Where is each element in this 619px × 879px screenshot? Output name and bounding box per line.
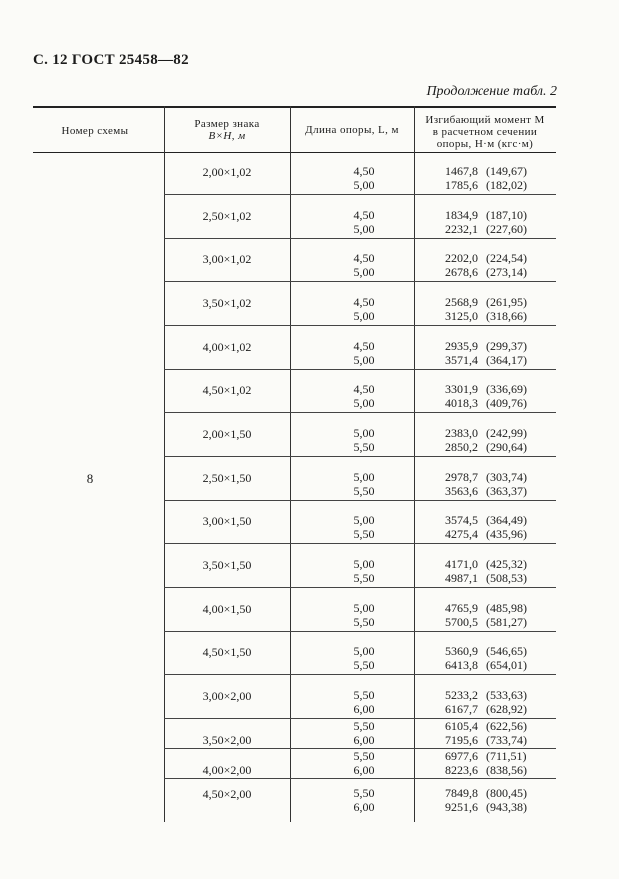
moment-si-value: 4275,4 [445, 527, 478, 541]
moment-cell [414, 208, 556, 236]
moment-line [414, 265, 556, 279]
length-value: 4,50 [353, 251, 375, 265]
size-cell: 3,00×1,02 [202, 252, 252, 266]
moment-kgf-value: (227,60) [486, 222, 527, 236]
moment-line [414, 382, 556, 396]
length-value: 5,50 [353, 786, 375, 800]
length-value: 5,50 [353, 749, 375, 763]
moment-si-value: 4171,0 [445, 557, 478, 571]
moment-line [414, 688, 556, 702]
moment-cell [414, 513, 556, 541]
length-cell [290, 513, 414, 541]
moment-si-value: 6105,4 [445, 719, 478, 733]
moment-kgf-value: (273,14) [486, 265, 527, 279]
length-cell [290, 786, 414, 814]
row-separator [164, 412, 556, 413]
length-value: 5,00 [353, 644, 375, 658]
size-cell: 3,00×2,00 [202, 689, 252, 703]
moment-cell [414, 382, 556, 410]
size-cell: 2,00×1,02 [202, 165, 252, 179]
moment-si-value: 2568,9 [445, 295, 478, 309]
length-value: 6,00 [353, 763, 375, 777]
column-header-moment-line3: опоры, Н·м (кгс·м) [436, 138, 534, 150]
moment-line [414, 396, 556, 410]
length-value: 5,50 [353, 658, 375, 672]
moment-si-value: 9251,6 [445, 800, 478, 814]
row-separator [164, 325, 556, 326]
length-cell [290, 719, 414, 747]
length-value: 5,50 [353, 615, 375, 629]
moment-si-value: 3301,9 [445, 382, 478, 396]
length-cell [290, 295, 414, 323]
moment-si-value: 6977,6 [445, 749, 478, 763]
size-cell: 4,00×2,00 [202, 763, 252, 777]
moment-line [414, 470, 556, 484]
length-value: 4,50 [353, 164, 375, 178]
moment-si-value: 7849,8 [445, 786, 478, 800]
length-cell [290, 164, 414, 192]
length-value: 5,00 [353, 513, 375, 527]
moment-kgf-value: (508,53) [486, 571, 527, 585]
moment-kgf-value: (838,56) [486, 763, 527, 777]
moment-kgf-value: (622,56) [486, 719, 527, 733]
length-cell [290, 208, 414, 236]
length-value: 6,00 [353, 733, 375, 747]
moment-si-value: 4018,3 [445, 396, 478, 410]
moment-line [414, 339, 556, 353]
moment-si-value: 5360,9 [445, 644, 478, 658]
moment-kgf-value: (435,96) [486, 527, 527, 541]
length-cell [290, 470, 414, 498]
length-value: 5,00 [353, 309, 375, 323]
moment-si-value: 5233,2 [445, 688, 478, 702]
row-separator [164, 778, 556, 779]
moment-si-value: 7195,6 [445, 733, 478, 747]
length-value: 5,50 [353, 688, 375, 702]
moment-si-value: 2678,6 [445, 265, 478, 279]
moment-kgf-value: (711,51) [486, 749, 527, 763]
scheme-number: 8 [86, 471, 94, 486]
column-header-size [164, 118, 290, 142]
table-continuation-label: Продолжение табл. 2 [426, 84, 557, 99]
moment-cell [414, 749, 556, 777]
size-cell: 4,50×1,02 [202, 383, 252, 397]
row-separator [164, 238, 556, 239]
length-value: 5,00 [353, 222, 375, 236]
moment-kgf-value: (261,95) [486, 295, 527, 309]
moment-line [414, 440, 556, 454]
column-header-length: Длина опоры, L, м [305, 124, 399, 136]
length-value: 5,00 [353, 353, 375, 367]
length-cell [290, 426, 414, 454]
moment-kgf-value: (800,45) [486, 786, 527, 800]
length-cell [290, 601, 414, 629]
moment-line [414, 658, 556, 672]
moment-si-value: 3571,4 [445, 353, 478, 367]
moment-si-value: 2202,0 [445, 251, 478, 265]
moment-cell [414, 688, 556, 716]
length-cell [290, 688, 414, 716]
column-header-moment-line2: в расчетном сечении [432, 126, 538, 138]
size-cell: 2,50×1,50 [202, 471, 252, 485]
moment-si-value: 5700,5 [445, 615, 478, 629]
moment-line [414, 800, 556, 814]
size-cell: 4,00×1,02 [202, 340, 252, 354]
size-cell: 3,00×1,50 [202, 514, 252, 528]
moment-line [414, 222, 556, 236]
column-header-scheme: Номер схемы [61, 125, 129, 137]
moment-si-value: 2232,1 [445, 222, 478, 236]
column-header-moment-line1: Изгибающий момент M [425, 114, 545, 126]
moment-kgf-value: (733,74) [486, 733, 527, 747]
length-value: 5,50 [353, 440, 375, 454]
row-separator [164, 194, 556, 195]
moment-kgf-value: (290,64) [486, 440, 527, 454]
row-separator [164, 456, 556, 457]
length-cell [290, 749, 414, 777]
length-cell [290, 251, 414, 279]
length-value: 5,50 [353, 484, 375, 498]
length-value: 4,50 [353, 382, 375, 396]
moment-si-value: 2935,9 [445, 339, 478, 353]
length-value: 5,50 [353, 571, 375, 585]
moment-line [414, 426, 556, 440]
moment-cell [414, 426, 556, 454]
moment-line [414, 557, 556, 571]
moment-cell [414, 601, 556, 629]
moment-kgf-value: (318,66) [486, 309, 527, 323]
moment-line [414, 786, 556, 800]
moment-line [414, 527, 556, 541]
moment-kgf-value: (336,69) [486, 382, 527, 396]
row-separator [164, 631, 556, 632]
moment-si-value: 6413,8 [445, 658, 478, 672]
moment-line [414, 733, 556, 747]
row-separator [164, 543, 556, 544]
moment-kgf-value: (224,54) [486, 251, 527, 265]
moment-kgf-value: (628,92) [486, 702, 527, 716]
row-separator [164, 369, 556, 370]
moment-line [414, 353, 556, 367]
moment-cell [414, 251, 556, 279]
size-cell: 3,50×1,02 [202, 296, 252, 310]
moment-line [414, 702, 556, 716]
column-header-size-line2: B×H, м [208, 130, 246, 142]
moment-line [414, 178, 556, 192]
moment-si-value: 3574,5 [445, 513, 478, 527]
moment-cell [414, 295, 556, 323]
moment-line [414, 208, 556, 222]
table-top-rule [33, 106, 556, 108]
column-header-moment [414, 114, 556, 150]
moment-kgf-value: (485,98) [486, 601, 527, 615]
length-value: 5,00 [353, 178, 375, 192]
moment-line [414, 615, 556, 629]
moment-kgf-value: (242,99) [486, 426, 527, 440]
moment-kgf-value: (546,65) [486, 644, 527, 658]
moment-kgf-value: (425,32) [486, 557, 527, 571]
length-cell [290, 339, 414, 367]
length-cell [290, 557, 414, 585]
length-value: 5,00 [353, 557, 375, 571]
moment-cell [414, 644, 556, 672]
moment-cell [414, 339, 556, 367]
moment-kgf-value: (654,01) [486, 658, 527, 672]
moment-kgf-value: (581,27) [486, 615, 527, 629]
moment-line [414, 749, 556, 763]
length-value: 5,50 [353, 719, 375, 733]
length-value: 4,50 [353, 208, 375, 222]
size-cell: 4,00×1,50 [202, 602, 252, 616]
length-value: 5,00 [353, 470, 375, 484]
row-separator [164, 718, 556, 719]
size-cell: 2,50×1,02 [202, 209, 252, 223]
moment-line [414, 513, 556, 527]
size-cell: 3,50×1,50 [202, 558, 252, 572]
moment-line [414, 644, 556, 658]
moment-si-value: 2850,2 [445, 440, 478, 454]
moment-kgf-value: (187,10) [486, 208, 527, 222]
moment-cell [414, 164, 556, 192]
table-header-rule [33, 152, 556, 153]
length-value: 4,50 [353, 339, 375, 353]
moment-kgf-value: (364,49) [486, 513, 527, 527]
length-value: 5,00 [353, 265, 375, 279]
moment-line [414, 251, 556, 265]
moment-si-value: 3125,0 [445, 309, 478, 323]
moment-si-value: 2978,7 [445, 470, 478, 484]
moment-kgf-value: (363,37) [486, 484, 527, 498]
moment-line [414, 484, 556, 498]
length-cell [290, 644, 414, 672]
moment-si-value: 1834,9 [445, 208, 478, 222]
moment-line [414, 719, 556, 733]
length-value: 5,00 [353, 426, 375, 440]
moment-line [414, 309, 556, 323]
moment-si-value: 4987,1 [445, 571, 478, 585]
moment-line [414, 295, 556, 309]
moment-kgf-value: (533,63) [486, 688, 527, 702]
length-value: 4,50 [353, 295, 375, 309]
moment-line [414, 164, 556, 178]
moment-kgf-value: (299,37) [486, 339, 527, 353]
length-value: 6,00 [353, 800, 375, 814]
moment-si-value: 1467,8 [445, 164, 478, 178]
moment-si-value: 8223,6 [445, 763, 478, 777]
row-separator [164, 587, 556, 588]
row-separator [164, 674, 556, 675]
length-value: 5,00 [353, 396, 375, 410]
moment-kgf-value: (303,74) [486, 470, 527, 484]
moment-line [414, 601, 556, 615]
moment-si-value: 1785,6 [445, 178, 478, 192]
size-cell: 4,50×1,50 [202, 645, 252, 659]
length-value: 6,00 [353, 702, 375, 716]
moment-kgf-value: (409,76) [486, 396, 527, 410]
moment-cell [414, 470, 556, 498]
moment-kgf-value: (149,67) [486, 164, 527, 178]
length-value: 5,00 [353, 601, 375, 615]
row-separator [164, 500, 556, 501]
moment-si-value: 2383,0 [445, 426, 478, 440]
length-cell [290, 382, 414, 410]
moment-kgf-value: (943,38) [486, 800, 527, 814]
moment-si-value: 4765,9 [445, 601, 478, 615]
moment-line [414, 763, 556, 777]
size-cell: 4,50×2,00 [202, 787, 252, 801]
size-cell: 3,50×2,00 [202, 733, 252, 747]
moment-kgf-value: (182,02) [486, 178, 527, 192]
length-value: 5,50 [353, 527, 375, 541]
moment-si-value: 6167,7 [445, 702, 478, 716]
moment-line [414, 571, 556, 585]
row-separator [164, 281, 556, 282]
column-header-size-line1: Размер знака [194, 118, 260, 130]
row-separator [164, 748, 556, 749]
page-header: С. 12 ГОСТ 25458—82 [33, 52, 189, 68]
moment-cell [414, 557, 556, 585]
moment-cell [414, 786, 556, 814]
moment-si-value: 3563,6 [445, 484, 478, 498]
moment-kgf-value: (364,17) [486, 353, 527, 367]
size-cell: 2,00×1,50 [202, 427, 252, 441]
moment-cell [414, 719, 556, 747]
